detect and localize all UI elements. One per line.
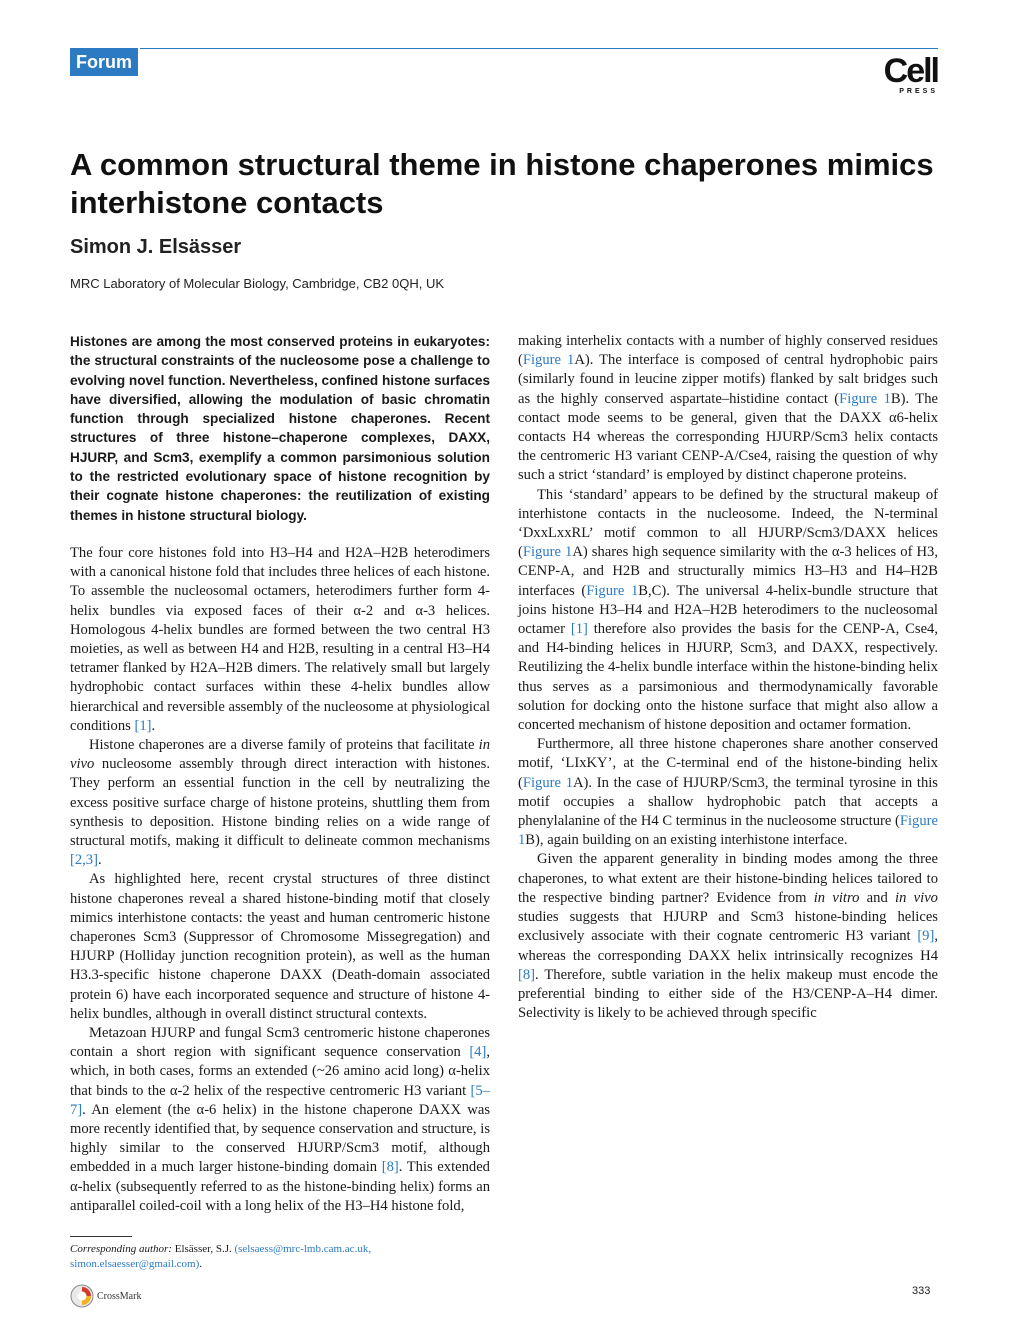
logo-word: Cell <box>883 52 938 90</box>
citation-link[interactable]: [1] <box>570 621 588 638</box>
paragraph: This ‘standard’ appears to be defined by the structural makeup of interhistone contacts in the nucleosome. Indeed, the N-terminal ‘DxxLxxRL’ motif common to all HJURP/Scm3/DAXX helices (Figure 1A) shares high sequence similarity with the α-3 helices of H3, CENP-A, and H2B and structurally mimics H3–H3 and H4–H2B interfaces (Figure 1B,C). The universal 4-helix-bundle structure that joins histone H3–H4 and H2A–H2B heterodimers to the nucleosomal octamer [1] therefore also provides the basis for the CENP-A, Cse4, and H4-binding helices in HJURP, Scm3, and DAXX, respectively. Reutilizing the 4-helix bundle interface within the histone-binding helix thus serves as a parsimonious and thermodynamically favorable solution for docking onto the histone surface that might also allow a concerted mechanism of histone deposition and octamer formation. <box>518 486 938 734</box>
citation-link[interactable]: [2,3] <box>70 852 98 869</box>
journal-logo <box>860 54 938 96</box>
figure-link[interactable]: Figure 1 <box>518 813 938 849</box>
right-column <box>518 332 938 1023</box>
citation-link[interactable]: [5–7] <box>70 1082 490 1118</box>
crossmark-badge[interactable]: CrossMark <box>70 1282 141 1310</box>
email-link[interactable]: (selsaess@mrc-lmb.cam.ac.uk, simon.elsaesser@gmail.com) <box>70 1243 372 1270</box>
figure-link[interactable]: Figure 1 <box>839 390 891 407</box>
paragraph: Histone chaperones are a diverse family of proteins that facilitate in vivo nucleosome assembly through direct interaction with histones. They perform an essential function in the cell by neutralizing the excess positive surface charge of histone proteins, shuttling them from synthesis to deposition. Histone binding relies on a wide range of structural motifs, making it difficult to delineate common mechanisms [2,3]. <box>70 737 490 869</box>
citation-link[interactable]: [8] <box>518 966 536 983</box>
logo-sub: PRESS <box>899 88 938 95</box>
header-bar <box>70 48 938 76</box>
author-name: Simon J. Elsässer <box>70 236 242 258</box>
paragraph: Given the apparent generality in binding modes among the three chaperones, to what extent are their histone-binding helices tailored to the respective binding partner? Evidence from in vitro and in vivo studies suggests that HJURP and Scm3 histone-binding helices exclusively associate with their cognate centromeric H3 variant [9], whereas the corresponding DAXX helix intrinsically recognizes H4 [8]. Therefore, subtle variation in the helix makeup must encode the preferential binding to either side of the H3/CENP-A–H4 dimer. Selectivity is likely to be achieved through specific <box>518 851 938 1022</box>
header-rule <box>140 48 938 49</box>
citation-link[interactable]: [4] <box>469 1044 487 1061</box>
figure-link[interactable]: Figure 1 <box>522 352 575 369</box>
article-title: A common structural theme in histone chaperones mimics interhistone contacts <box>70 147 934 220</box>
citation-link[interactable]: [9] <box>917 928 935 945</box>
paragraph: making interhelix contacts with a number of highly conserved residues (Figure 1A). The interface is composed of central hydrophobic pairs (similarly found in leucine zipper motifs) flanked by salt bridges such as the highly conserved aspartate–histidine contact (Figure 1B). The contact mode seems to be general, given that the DAXX α6-helix contacts H4 whereas the corresponding HJURP/Scm3 helix contacts the centromeric H3 variant CENP-A/Cse4, raising the question of why such a strict ‘standard’ is employed by distinct chaperone proteins. <box>518 333 938 484</box>
paragraph: Metazoan HJURP and fungal Scm3 centromeric histone chaperones contain a short region with significant sequence conservation [4], which, in both cases, forms an extended (~26 amino acid long) α-helix that binds to the α-2 helix of the respective centromeric H3 variant [5–7]. An element (the α-6 helix) in the histone chaperone DAXX was more recently identified that, by sequence conservation and structure, is highly similar to the conserved HJURP/Scm3 motif, although embedded in a much larger histone-binding domain [8]. This extended α-helix (subsequently referred to as the histone-binding helix) forms an antiparallel coiled-coil with a long helix of the H3–H4 histone fold, <box>70 1025 490 1214</box>
paragraph: Furthermore, all three histone chaperones share another conserved motif, ‘LIxKY’, at the C-terminal end of the histone-binding helix (Figure 1A). In the case of HJURP/Scm3, the terminal tyrosine in this motif occupies a shallow hydrophobic patch that accepts a phenylalanine of the H4 C terminus in the nucleosome structure (Figure 1B), again building on an existing interhistone interface. <box>518 736 938 849</box>
figure-link[interactable]: Figure 1 <box>522 544 573 561</box>
corresponding-author-note: Corresponding author: Elsässer, S.J. (selsaess@mrc-lmb.cam.ac.uk, simon.elsaesser@gmail.com). <box>70 1243 372 1270</box>
paragraph: The four core histones fold into H3–H4 and H2A–H2B heterodimers with a canonical histone fold that includes three helices of each histone. To assemble the nucleosomal octamers, heterodimers further form 4-helix bundles via exposed faces of their α-2 and α-3 helices. Homologous 4-helix bundles are formed between the two central H3 moieties, as well as between H4 and H2B, resulting in a central H3–H4 tetramer flanked by H2A–H2B dimers. The relatively small but largely hydrophobic contact surfaces within these 4-helix bundles allow hierarchical and reversible assembly of the nucleosome at physiological conditions [1]. <box>70 544 490 734</box>
citation-link[interactable]: [8] <box>381 1159 399 1176</box>
crossmark-icon <box>70 1284 94 1308</box>
section-badge: Forum <box>70 48 138 76</box>
figure-link[interactable]: Figure 1 <box>522 774 573 791</box>
left-column <box>70 332 490 1216</box>
footnote-rule <box>70 1236 132 1237</box>
paragraph: As highlighted here, recent crystal structures of three distinct histone chaperones reveal a shared histone-binding motif that closely mimics interhistone contacts: the yeast and human centromeric histone chaperones Scm3 (Suppressor of Chromosome Missegregation) and HJURP (Holliday junction recognition protein), as well as the human H3.3-specific histone chaperone DAXX (Death-domain associated protein 6) have each incorporated sequence and structure of histone 4-helix bundles, although in overall distinct structural contexts. <box>70 871 490 1022</box>
abstract: Histones are among the most conserved proteins in eukaryotes: the structural constraints of the nucleosome pose a challenge to evolving novel function. Nevertheless, confined histone surfaces have diversified, allowing the modulation of basic chromatin function through specialized histone chaperones. Recent structures of three histone–chaperone complexes, DAXX, HJURP, and Scm3, exemplify a common parsimonious solution to the restricted evolutionary space of histone recognition by their cognate histone chaperones: the reutilization of existing themes in histone structural biology. <box>70 334 490 523</box>
figure-link[interactable]: Figure 1 <box>586 582 639 599</box>
page-number: 333 <box>912 1285 931 1297</box>
affiliation: MRC Laboratory of Molecular Biology, Cambridge, CB2 0QH, UK <box>70 276 445 291</box>
citation-link[interactable]: [1] <box>134 717 152 734</box>
